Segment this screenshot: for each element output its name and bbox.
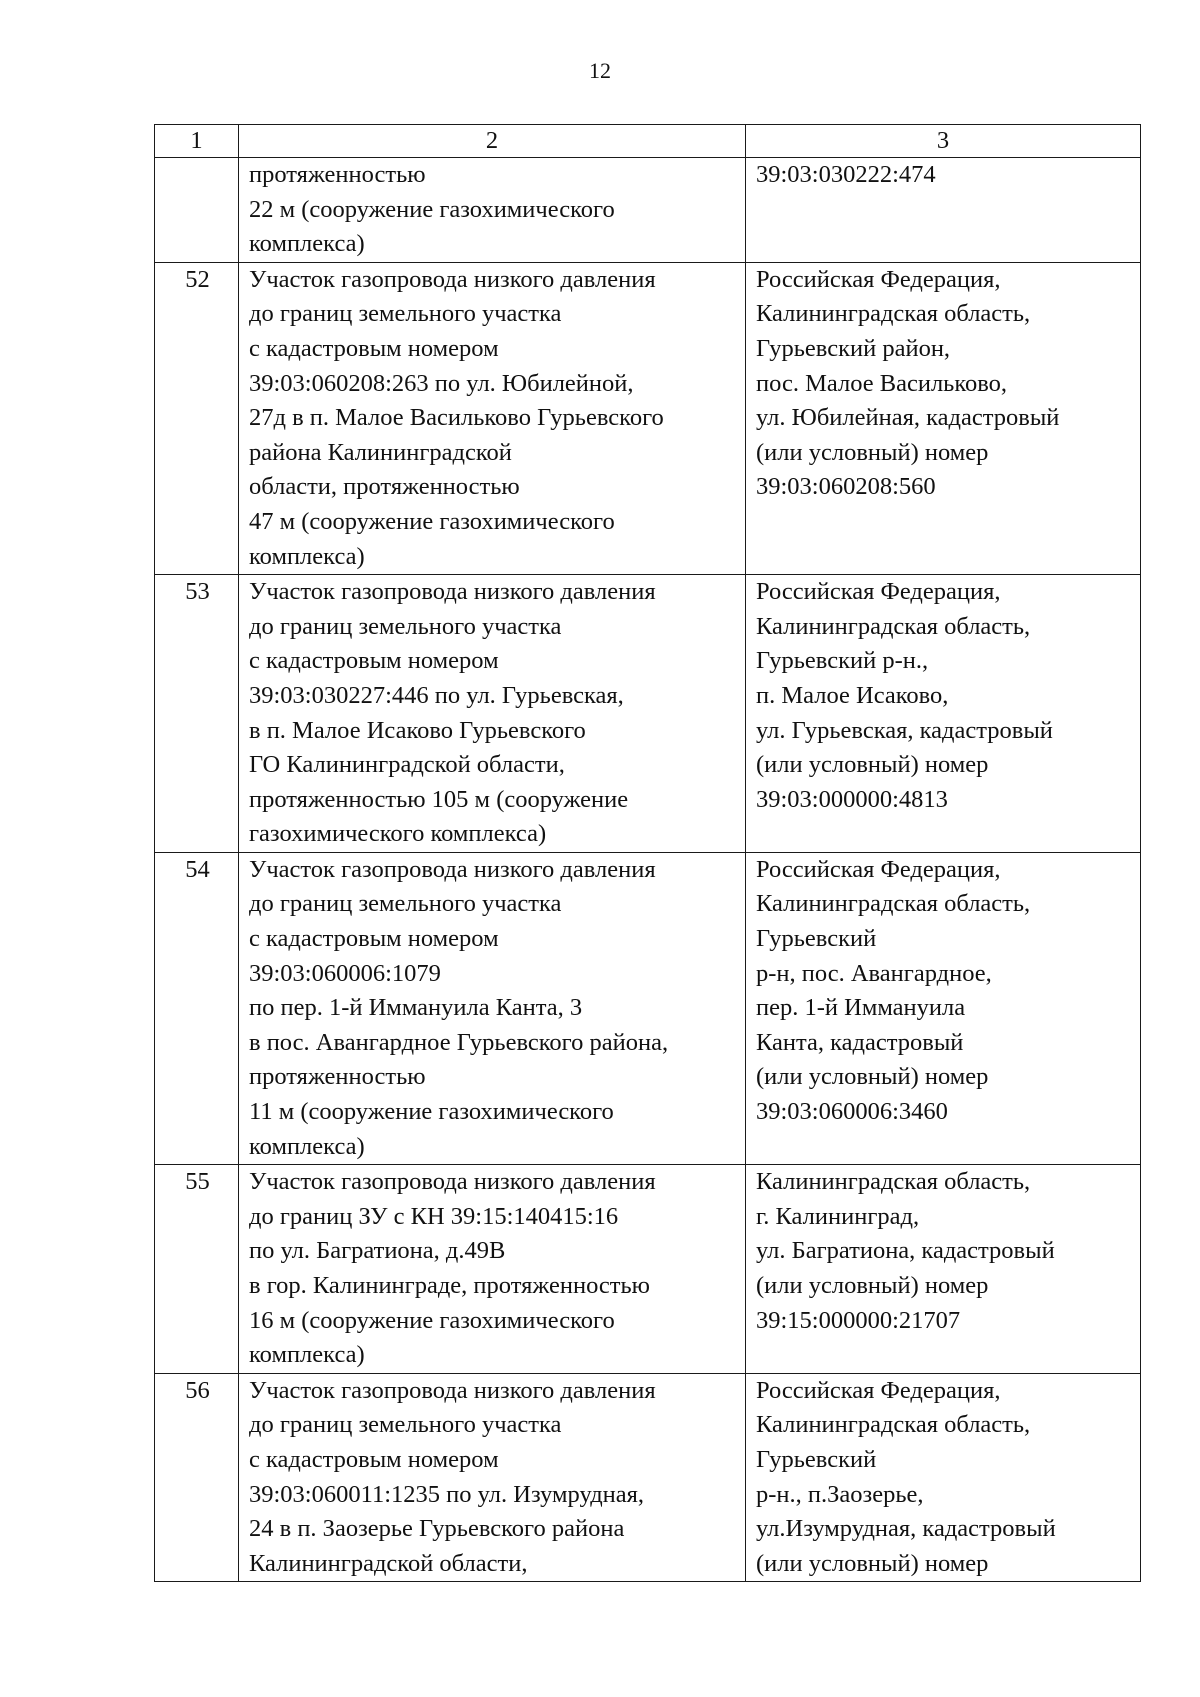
location-line: (или условный) номер [756,438,989,466]
location-line: 39:03:060006:3460 [756,1098,948,1126]
description-line: 16 м (сооружение газохимического [249,1306,615,1334]
location-line: 39:15:000000:21707 [756,1306,961,1334]
location-line: г. Калининград, [756,1202,920,1230]
table-header-row [155,125,1141,158]
description-line: комплекса) [249,1341,365,1369]
column-number-3: 3 [746,125,1141,158]
description-line: 39:03:030227:446 по ул. Гурьевская, [249,681,624,709]
registry-table [154,124,1141,1582]
description-line: протяженностью [249,1063,426,1091]
location-line: пос. Малое Васильково, [756,369,1008,397]
page-number: 12 [589,58,611,83]
description-line: комплекса) [249,230,365,258]
description-line: 24 в п. Заозерье Гурьевского района [249,1515,625,1543]
location-line: Российская Федерация, [756,1376,1001,1404]
location-line: р-н, пос. Авангардное, [756,959,992,987]
location-line: ул. Юбилейная, кадастровый [756,404,1060,432]
description-line: в гор. Калининграде, протяженностью [249,1272,650,1299]
description-line: протяженностью [249,161,426,188]
location-line: Гурьевский [756,925,877,953]
description-line: комплекса) [249,542,365,570]
location-line: Гурьевский район, [756,334,951,362]
location-line: Российская Федерация, [756,578,1001,606]
location-line: р-н., п.Заозерье, [756,1480,924,1508]
object-description-cell [239,1165,746,1374]
description-line: 39:03:060208:263 по ул. Юбилейной, [249,369,634,397]
description-line: по ул. Багратиона, д.49В [249,1237,506,1265]
description-line: протяженностью 105 м (сооружение [249,785,629,813]
location-line: ул. Багратиона, кадастровый [756,1237,1055,1265]
row-number [155,158,239,263]
description-line: района Калининградской [249,438,512,466]
description-line: комплекса) [249,1132,365,1160]
description-line: до границ земельного участка [249,1411,562,1439]
object-location-cell [746,1165,1141,1374]
location-line: Гурьевский р-н., [756,647,929,675]
object-location-cell [746,575,1141,853]
description-line: 39:03:060006:1079 [249,959,441,987]
object-location-cell [746,262,1141,574]
object-description-cell [239,575,746,853]
description-line: Участок газопровода низкого давления [249,578,656,606]
location-line: Калининградская область, [756,1168,1031,1196]
location-line: п. Малое Исаково, [756,681,949,709]
location-line: Российская Федерация, [756,855,1001,883]
description-line: с кадастровым номером [249,647,499,675]
object-description-cell [239,1373,746,1582]
description-line: с кадастровым номером [249,334,499,362]
location-line: Калининградская область, [756,612,1031,640]
location-line: (или условный) номер [756,751,989,779]
location-line: Канта, кадастровый [756,1028,964,1056]
description-line: в пос. Авангардное Гурьевского района, [249,1028,669,1056]
location-line: Калининградская область, [756,890,1031,918]
description-line: с кадастровым номером [249,925,499,953]
description-line: газохимического комплекса) [249,820,547,848]
location-line: пер. 1-й Иммануила [756,994,966,1022]
description-line: до границ земельного участка [249,300,562,328]
object-description-cell [239,158,746,263]
table-row [155,1165,1141,1374]
description-line: до границ земельного участка [249,612,562,640]
description-line: по пер. 1-й Иммануила Канта, 3 [249,994,583,1022]
description-line: 39:03:060011:1235 по ул. Изумрудная, [249,1480,645,1508]
description-line: 22 м (сооружение газохимического [249,195,615,223]
description-line: Участок газопровода низкого давления [249,265,656,293]
description-line: Участок газопровода низкого давления [249,1376,656,1404]
description-line: Калининградской области, [249,1549,528,1577]
table-row [155,1373,1141,1582]
object-location-cell [746,852,1141,1164]
description-line: области, протяженностью [249,473,520,501]
location-line: 39:03:060208:560 [756,473,936,501]
description-line: с кадастровым номером [249,1445,499,1473]
table-row [155,575,1141,853]
row-number: 53 [155,575,239,853]
column-number-1: 1 [155,125,239,158]
location-line: 39:03:030222:474 [756,161,936,188]
row-number: 56 [155,1373,239,1582]
row-number: 52 [155,262,239,574]
object-description-cell [239,852,746,1164]
row-number: 54 [155,852,239,1164]
object-location-cell [746,1373,1141,1582]
description-line: 27д в п. Малое Васильково Гурьевского [249,404,664,432]
location-line: (или условный) номер [756,1272,989,1299]
location-line: Калининградская область, [756,300,1031,328]
location-line: (или условный) номер [756,1549,989,1577]
registry-table-body [155,125,1141,1582]
row-number: 55 [155,1165,239,1374]
table-row [155,158,1141,263]
description-line: ГО Калининградской области, [249,751,565,779]
object-description-cell [239,262,746,574]
location-line: 39:03:000000:4813 [756,785,948,813]
column-number-2: 2 [239,125,746,158]
description-line: до границ земельного участка [249,890,562,918]
description-line: 11 м (сооружение газохимического [249,1098,614,1126]
location-line: ул.Изумрудная, кадастровый [756,1515,1056,1543]
table-row [155,852,1141,1164]
description-line: 47 м (сооружение газохимического [249,507,615,535]
description-line: Участок газопровода низкого давления [249,855,656,883]
location-line: Российская Федерация, [756,265,1001,293]
location-line: Калининградская область, [756,1411,1031,1439]
location-line: (или условный) номер [756,1063,989,1091]
table-row [155,262,1141,574]
description-line: Участок газопровода низкого давления [249,1168,656,1196]
location-line: Гурьевский [756,1445,877,1473]
description-line: в п. Малое Исаково Гурьевского [249,716,586,744]
description-line: до границ ЗУ с КН 39:15:140415:16 [249,1202,619,1230]
location-line: ул. Гурьевская, кадастровый [756,716,1053,744]
object-location-cell [746,158,1141,263]
